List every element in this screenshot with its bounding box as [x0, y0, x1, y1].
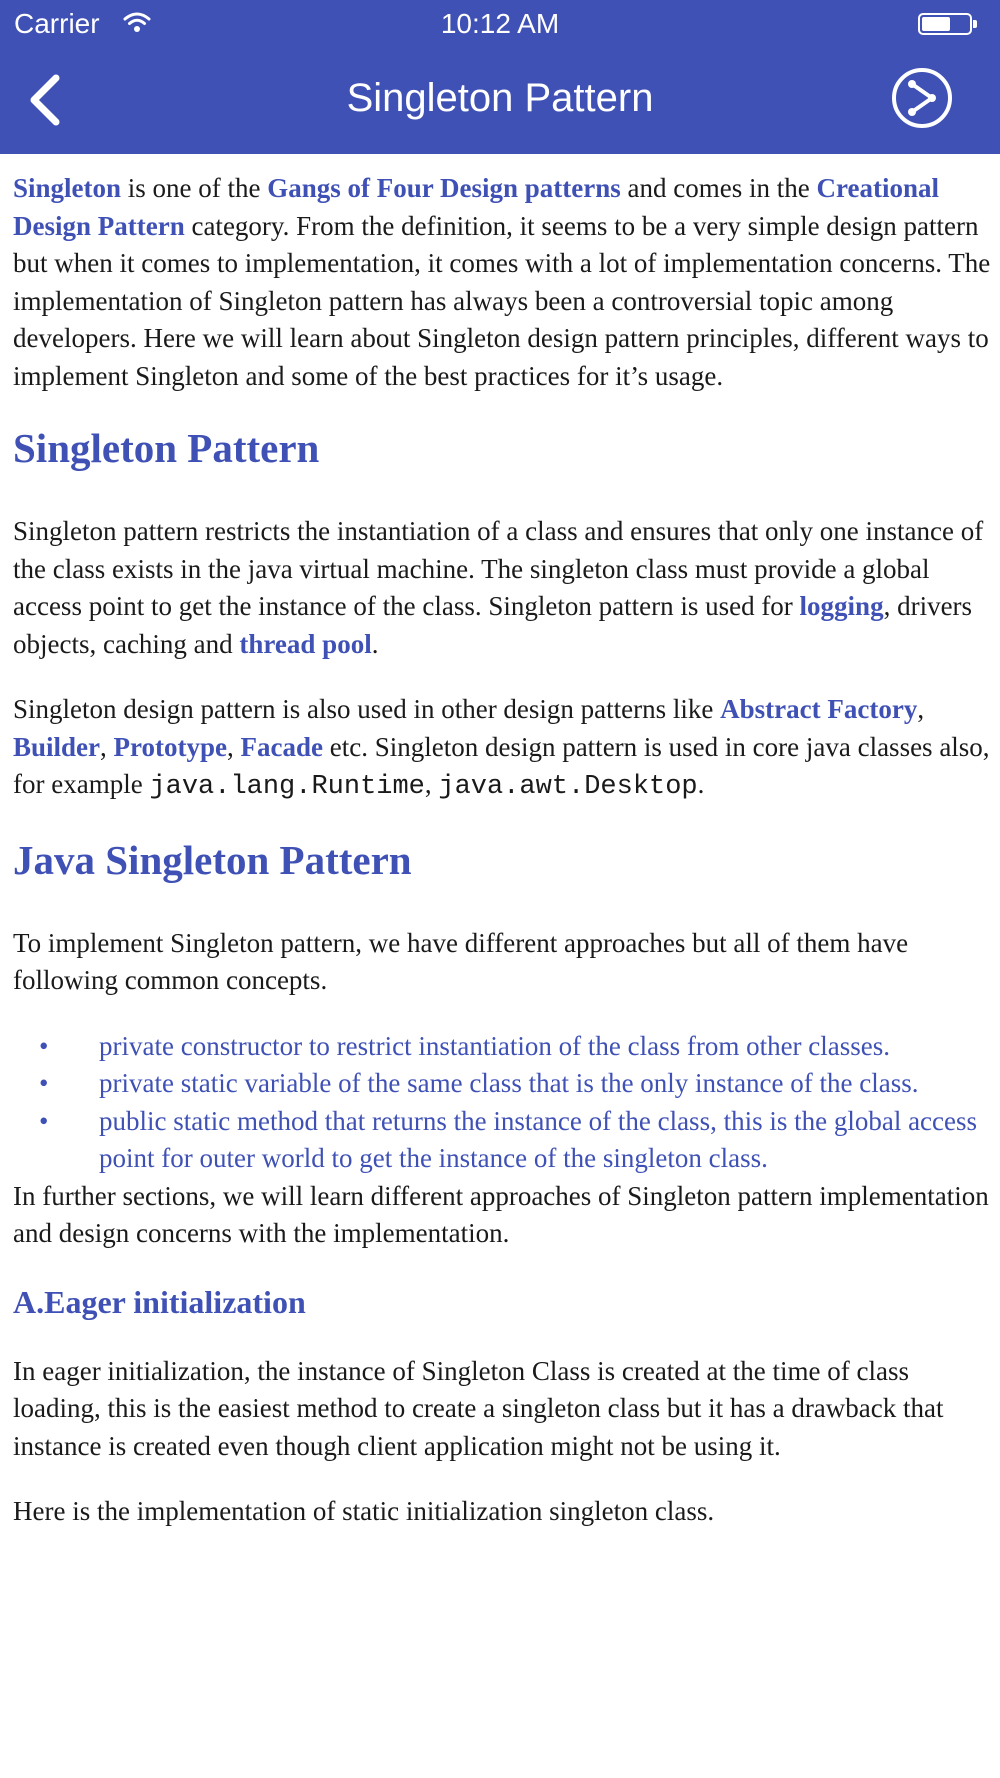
share-icon[interactable]	[890, 66, 954, 130]
heading-eager-initialization: A.Eager initialization	[13, 1283, 306, 1320]
link-thread-pool[interactable]: thread pool	[239, 628, 372, 659]
link-abstract-factory[interactable]: Abstract Factory	[720, 694, 918, 724]
link-prototype[interactable]: Prototype	[113, 731, 227, 762]
bullet-icon: •	[39, 1105, 49, 1136]
singleton-definition-paragraph: Singleton pattern restricts the instantiation of a class and ensures that only one instance of the class exists in the java virtual machine. The singleton class must provide a global access point to get the instance of the class. Singleton pattern is used for logging, drivers objects, caching and thread pool.	[13, 516, 984, 659]
status-bar	[0, 0, 1000, 50]
bullet-icon: •	[39, 1068, 49, 1098]
top-bar	[0, 0, 1000, 154]
list-item: • private constructor to restrict instantiation of the class from other classes.	[13, 1028, 993, 1066]
eager-initialization-paragraph: In eager initialization, the instance of Singleton Class is created at the time of class loading, this is the easiest method to create a singleton class but it has a drawback that instance is created even though client application might not be using it.	[13, 1355, 944, 1461]
code-java-lang-runtime: java.lang.Runtime	[149, 772, 425, 802]
heading-singleton-pattern: Singleton Pattern	[13, 425, 320, 471]
bullet-icon: •	[39, 1030, 49, 1061]
further-sections-paragraph: In further sections, we will learn different approaches of Singleton pattern implementation and design concerns with the implementation.	[13, 1180, 989, 1248]
carrier-label: Carrier	[14, 8, 100, 39]
link-builder[interactable]: Builder	[13, 731, 101, 762]
heading-java-singleton-pattern: Java Singleton Pattern	[13, 836, 412, 883]
link-logging[interactable]: logging	[799, 591, 884, 621]
article-content	[13, 170, 993, 1559]
clock: 10:12 AM	[440, 8, 560, 39]
intro-paragraph: Singleton is one of the Gangs of Four Design patterns and comes in the Creational Design Pattern category. From the definition, it seems to be a very simple design pattern but when it comes to implementation, it comes with a lot of implementation concerns. The implementation of Singleton pattern has always been a controversial topic among developers. Here we will learn about Singleton design pattern principles, different ways to implement Singleton and some of the best practices for it’s usage.	[13, 173, 991, 391]
link-gangs-of-four[interactable]: Gangs of Four Design patterns	[267, 173, 621, 203]
battery-icon	[918, 13, 972, 35]
list-item: • private static variable of the same class that is the only instance of the class.	[13, 1065, 993, 1103]
concepts-list	[13, 1028, 993, 1178]
list-item: • public static method that returns the instance of the class, this is the global access point for outer world to get the instance of the singleton class.	[13, 1103, 993, 1178]
approaches-paragraph: To implement Singleton pattern, we have different approaches but all of them have following common concepts.	[13, 927, 909, 995]
link-facade[interactable]: Facade	[240, 731, 323, 762]
link-creational-design-pattern[interactable]: Creational Design Pattern	[13, 173, 939, 241]
navigation-bar	[0, 50, 1000, 154]
page-title: Singleton Pattern	[346, 76, 654, 120]
implementation-intro-paragraph: Here is the implementation of static initialization singleton class.	[13, 1496, 715, 1526]
code-java-awt-desktop: java.awt.Desktop	[438, 772, 698, 802]
link-singleton[interactable]: Singleton	[13, 173, 122, 203]
singleton-usage-paragraph: Singleton design pattern is also used in other design patterns like Abstract Factory, Builder, Prototype, Facade etc. Singleton design pattern is used in core java classes also, for example java.lang.Runtime, java.awt.Desktop.	[13, 694, 990, 802]
